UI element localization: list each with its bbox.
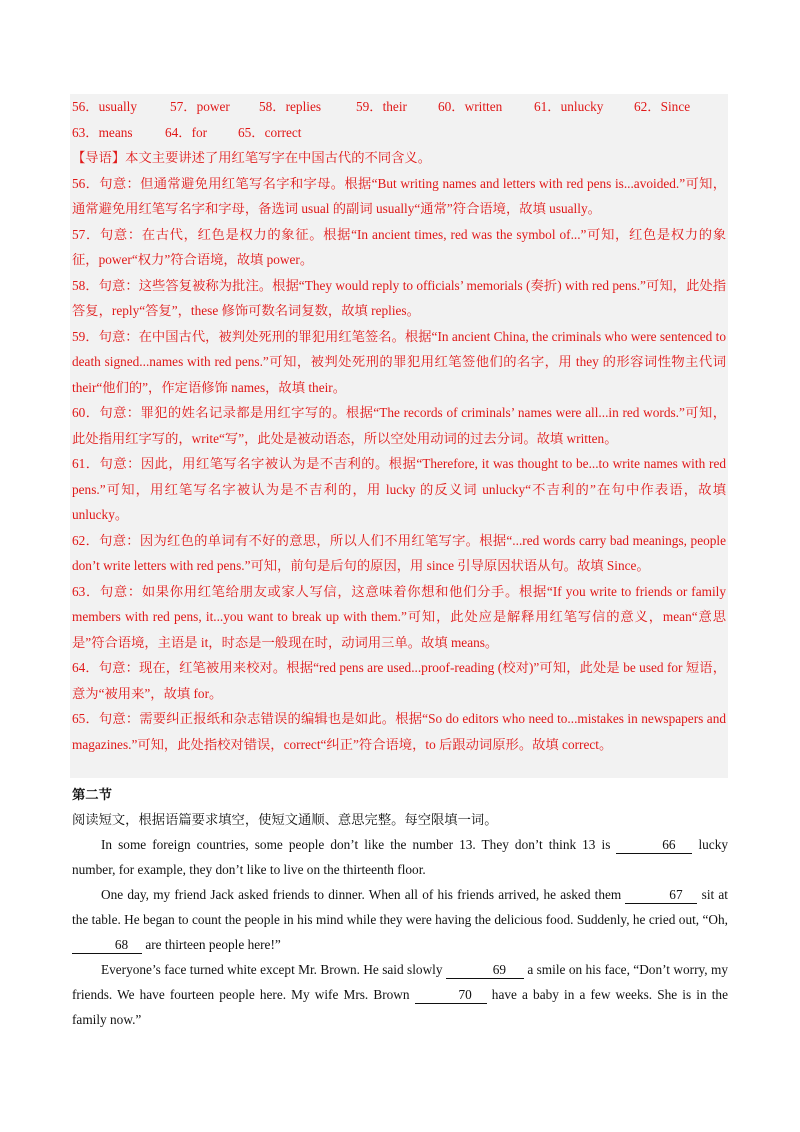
answer-key: [72, 94, 726, 757]
explanation-65: 65．句意：需要纠正报纸和杂志错误的编辑也是如此。根据“So do editors who need to...mistakes in newspapers and magazines.”可知，此处指校对错误，correct“纠正”符合语境，to 后跟动词原形。故填 correct。: [72, 711, 726, 752]
passage-text: Everyone’s face turned white except Mr. Brown. He said slowly: [101, 962, 446, 977]
explanation-59: 59．句意：在中国古代，被判处死刑的罪犯用红笔签名。根据“In ancient China, the criminals who were sentenced to death signed...names with red pens.”可知，被判处死刑的罪犯用红笔签他们的名字，用 they 的形容词性物主代词 their“他们的”，作定语修饰 names，故填 their。: [72, 328, 726, 395]
explanations: [72, 145, 726, 757]
explanation-61: 61．句意：因此，用红笔写名字被认为是不吉利的。根据“Therefore, it was thought to be...to write names with red pens.”可知，用红笔写名字被认为是不吉利的，用 lucky 的反义词 unlucky“不吉利的”在句中作表语，故填 unlucky。: [72, 456, 726, 522]
section-title: 第二节: [72, 787, 112, 802]
passage-paragraph-3: [72, 957, 728, 1032]
explanation-62: 62．句意：因为红色的单词有不好的意思，所以人们不用红笔写字。根据“...red words carry bad meanings, people don’t write letters with red pens.”可知，前句是后句的原因，用 since 引导原因状语从句。故填 Since。: [72, 532, 726, 573]
answer-row-2: [72, 120, 726, 146]
answer-item: 65．correct: [238, 124, 302, 140]
answer-row-1: [72, 94, 726, 120]
answer-item: 57．power: [170, 99, 230, 114]
answer-item: 62．Since: [634, 99, 691, 114]
answer-item: 56．usually: [72, 99, 138, 114]
passage-text: sit at the table. He began to count the people in his mind while they were having the delicious food. Suddenly, he cried out, “Oh,: [72, 887, 728, 927]
explanation-63: 63．句意：如果你用红笔给朋友或家人写信，这意味着你想和他们分手。根据“If you write to friends or family members with red pens, it...you want to break up with them.”可知，此处应是解释用红笔写信的意义，mean“意思是”符合语境，主语是 it，时态是一般现在时，动词用三单。故填 means。: [72, 583, 726, 650]
passage-text: have a baby in a few weeks. She is in the family now.”: [72, 987, 728, 1027]
answer-item: 58．replies: [259, 99, 322, 114]
section-two: [72, 782, 728, 1032]
explanation-60: 60．句意：罪犯的姓名记录都是用红字写的。根据“The records of criminals’ names were all...in red words.”可知，此处指用红字写的，write“写”，此处是被动语态，所以空处用动词的过去分词。故填 written。: [72, 405, 726, 446]
passage-paragraph-1: [72, 832, 728, 882]
passage-text: lucky number, for example, they don’t like to live on the thirteenth floor.: [72, 837, 728, 877]
answer-item: 63．means: [72, 124, 133, 140]
blank-68: 68: [72, 936, 142, 954]
passage-text: In some foreign countries, some people don’t like the number 13. They don’t think 13 is: [101, 837, 617, 852]
passage-text: One day, my friend Jack asked friends to dinner. When all of his friends arrived, he asked them: [101, 887, 626, 902]
explanation-58: 58．句意：这些答复被称为批注。根据“They would reply to officials’ memorials (奏折) with red pens.”可知，此处指答复，reply“答复”，these 修饰可数名词复数，故填 replies。: [72, 277, 726, 318]
blank-66: 66: [616, 836, 692, 854]
passage-paragraph-2: [72, 882, 728, 957]
answer-item: 60．written: [438, 99, 503, 114]
section-instruction: 阅读短文，根据语篇要求填空，使短文通顺、意思完整。每空限填一词。: [72, 812, 498, 827]
explanation-57: 57．句意：在古代，红色是权力的象征。根据“In ancient times, red was the symbol of...”可知，红色是权力的象征，power“权力”符合语境，故填 power。: [72, 226, 726, 267]
explanation-64: 64．句意：现在，红笔被用来校对。根据“red pens are used...proof-reading (校对)”可知，此处是 be used for 短语，意为“被用来”，故填 for。: [72, 660, 726, 701]
answer-item: 64．for: [165, 124, 208, 140]
blank-67: 67: [625, 886, 697, 904]
blank-70: 70: [415, 986, 487, 1004]
blank-69: 69: [446, 961, 524, 979]
answer-item: 61．unlucky: [534, 99, 604, 114]
passage-text: a smile on his face, “Don’t worry, my friends. We have fourteen people here. My wife Mrs. Brown: [72, 962, 728, 1002]
explanation-56: 56．句意：但通常避免用红笔写名字和字母。根据“But writing names and letters with red pens is...avoided.”可知，通常避免用红笔写名字和字母，备选词 usual 的副词 usually“通常”符合语境，故填 usually。: [72, 175, 726, 216]
passage-text: are thirteen people here!”: [142, 937, 281, 952]
answer-item: 59．their: [356, 99, 407, 114]
lead-in: 【导语】本文主要讲述了用红笔写字在中国古代的不同含义。: [72, 150, 432, 165]
